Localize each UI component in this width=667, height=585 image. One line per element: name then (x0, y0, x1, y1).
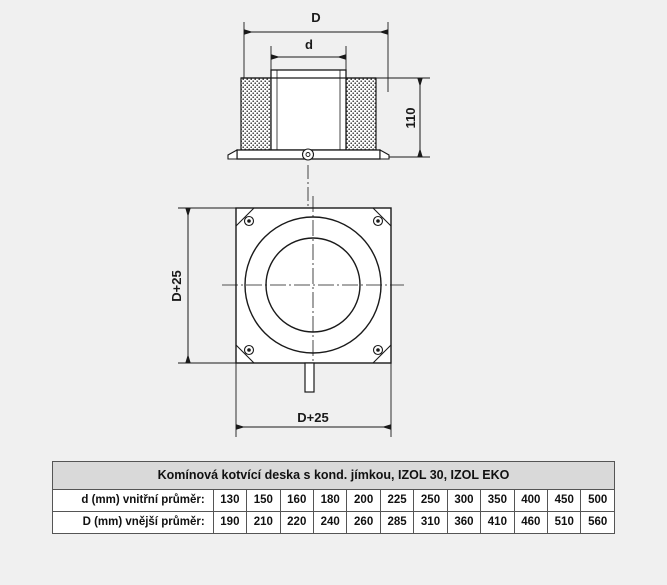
cell-D-5: 285 (380, 512, 413, 534)
plate-flange-left (228, 150, 237, 159)
cell-d-11: 500 (581, 490, 615, 512)
dim-label-110: 110 (403, 107, 418, 129)
inner-flue-pipe (271, 70, 346, 150)
table-row (53, 490, 615, 512)
cell-D-6: 310 (414, 512, 447, 534)
cell-d-0: 130 (213, 490, 246, 512)
plan-view (169, 196, 404, 437)
cell-D-7: 360 (447, 512, 480, 534)
plate-flange-right (380, 150, 389, 159)
side-section-view (228, 10, 430, 160)
dim-label-vertical: D+25 (169, 270, 184, 302)
cell-d-4: 200 (347, 490, 380, 512)
cell-D-4: 260 (347, 512, 380, 534)
cell-d-5: 225 (380, 490, 413, 512)
cell-D-8: 410 (481, 512, 514, 534)
condensate-drain-hole (306, 153, 310, 157)
cell-d-3: 180 (313, 490, 346, 512)
cell-D-10: 510 (548, 512, 581, 534)
specification-table (52, 461, 615, 534)
cell-d-10: 450 (548, 490, 581, 512)
insulation-block-left (241, 78, 271, 150)
plate-outline (236, 208, 391, 363)
cell-D-11: 560 (581, 512, 615, 534)
cell-d-7: 300 (447, 490, 480, 512)
cell-D-3: 240 (313, 512, 346, 534)
dim-label-horizontal: D+25 (297, 410, 329, 425)
condensate-spout (305, 363, 314, 392)
dim-label-d: d (305, 37, 313, 52)
cell-D-2: 220 (280, 512, 313, 534)
cell-d-2: 160 (280, 490, 313, 512)
table-row (53, 512, 615, 534)
bolt-hole-center-top-right (376, 219, 380, 223)
table-caption: Komínová kotvící deska s kond. jímkou, IZOL 30, IZOL EKO (53, 462, 615, 490)
cell-D-0: 190 (213, 512, 246, 534)
cell-D-1: 210 (247, 512, 280, 534)
table-caption-row (53, 462, 615, 490)
dim-label-D: D (311, 10, 321, 25)
insulation-block-right (346, 78, 376, 150)
bolt-hole-center-bottom-right (376, 348, 380, 352)
cell-D-9: 460 (514, 512, 547, 534)
cell-d-8: 350 (481, 490, 514, 512)
bolt-hole-center-top-left (247, 219, 251, 223)
row-label-outer-diameter: D (mm) vnější průměr: (53, 512, 214, 534)
row-label-inner-diameter: d (mm) vnitřní průměr: (53, 490, 214, 512)
cell-d-9: 400 (514, 490, 547, 512)
cell-d-1: 150 (247, 490, 280, 512)
cell-d-6: 250 (414, 490, 447, 512)
bolt-hole-center-bottom-left (247, 348, 251, 352)
